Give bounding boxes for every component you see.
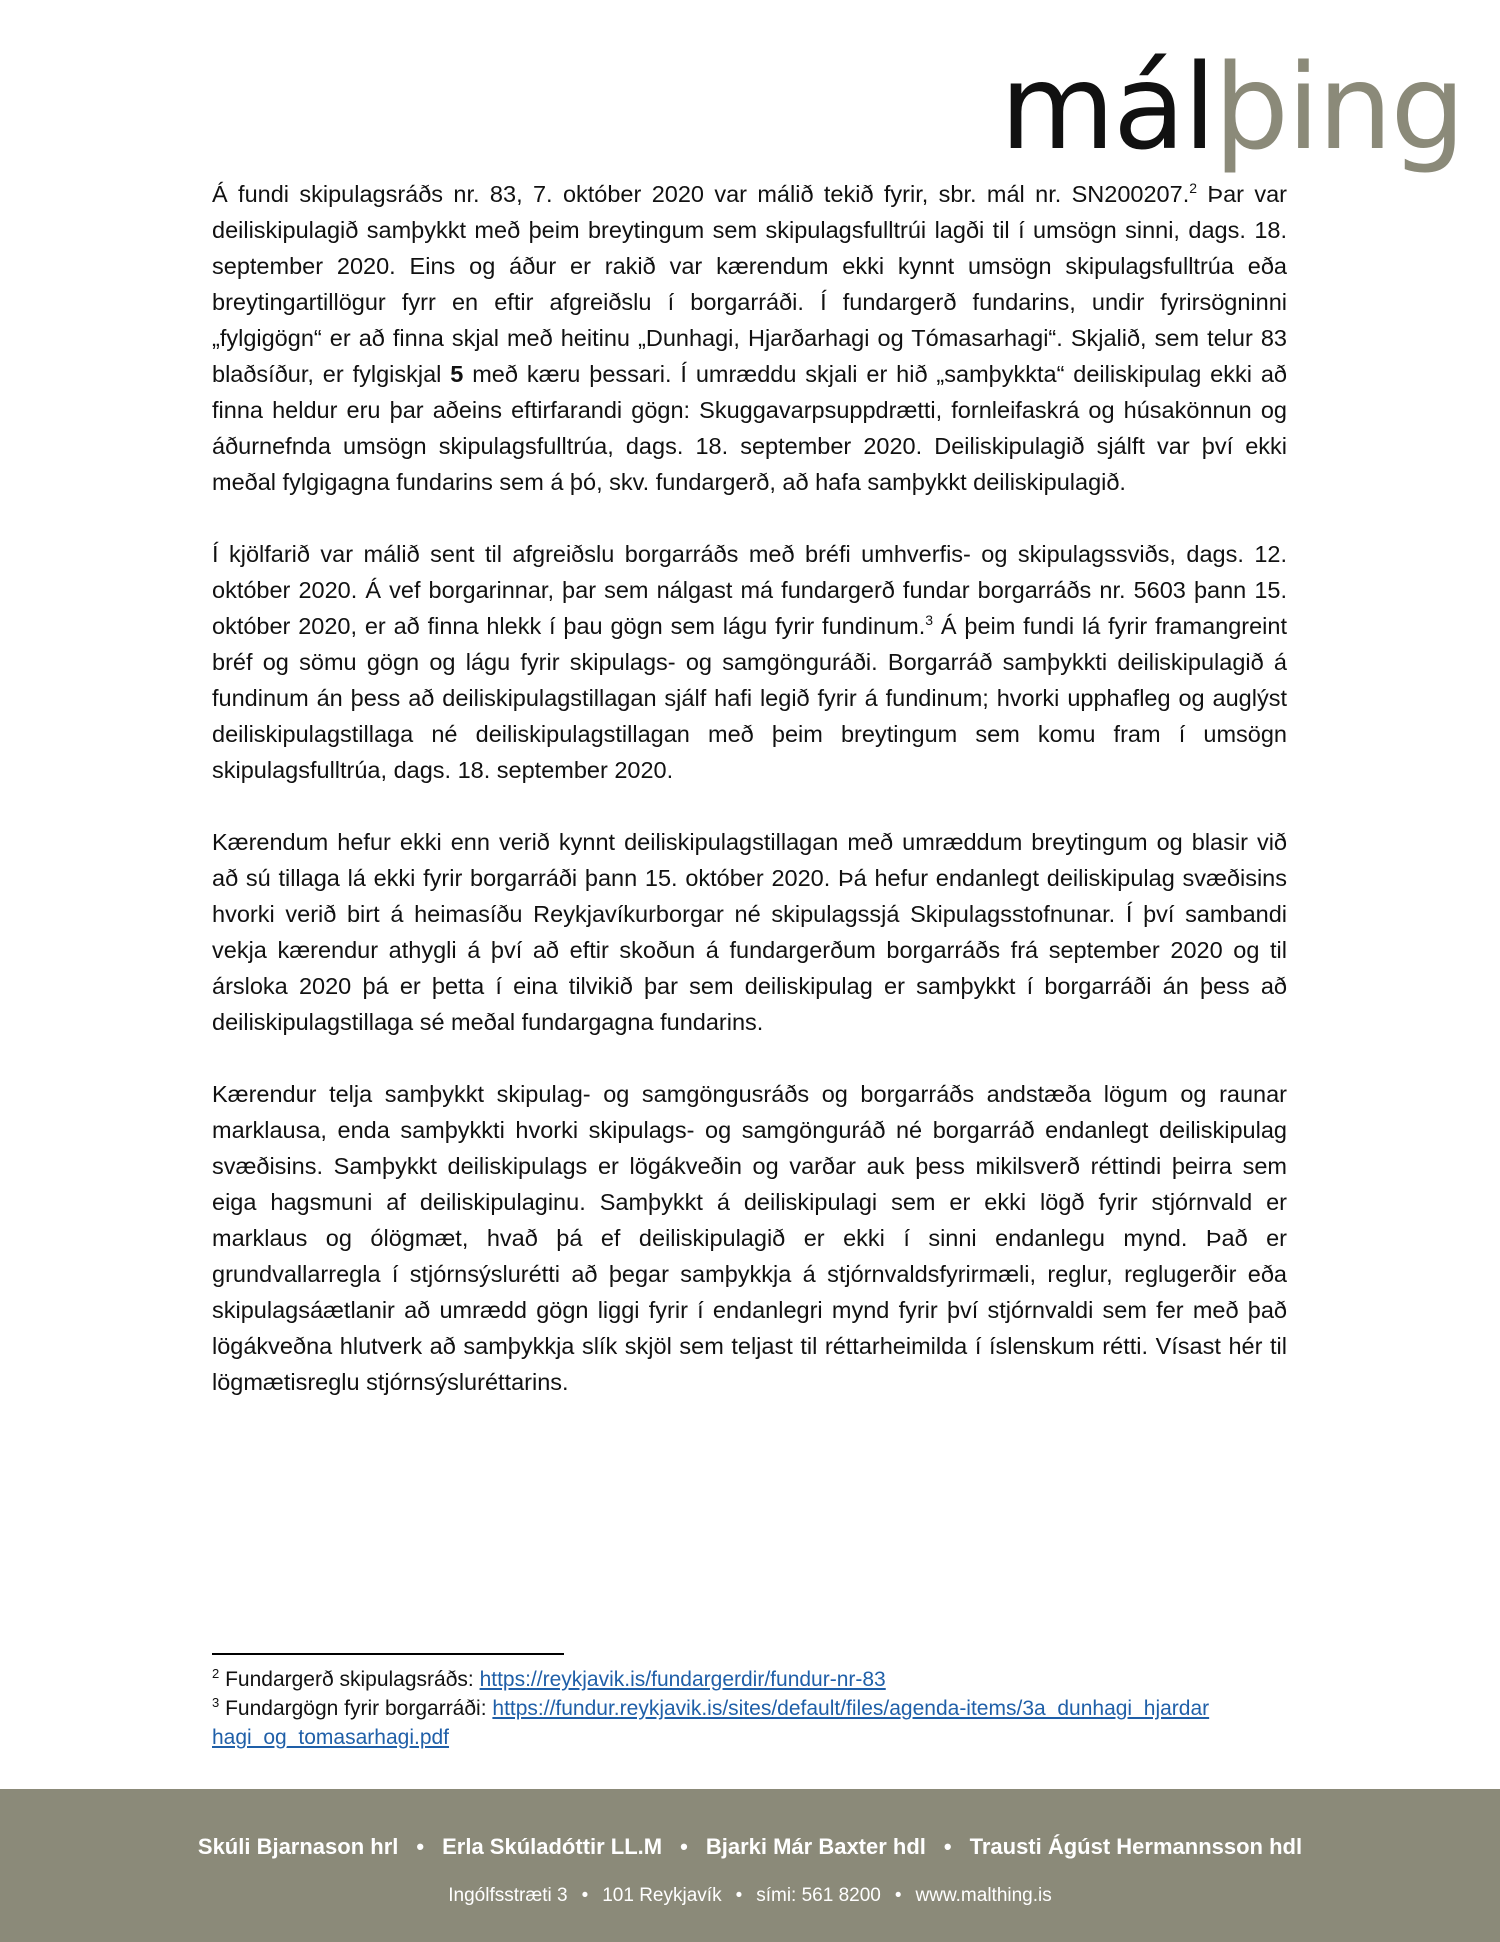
footnote-separator [212,1653,564,1655]
partner-name: Skúli Bjarnason hrl [197,1834,399,1859]
paragraph-text: Þar var deiliskipulagið samþykkt með þeim breytingum sem skipulagsfulltrúi lagði til í umsögn sinni, dags. 18. september 2020. Eins og áður er rakið var kærendum ekki kynnt umsögn skipulagsfulltrúa eða breytingartillögur fyrr en eftir afgreiðslu í borgarráði. Í fundargerð fundarins, undir fyrirsögninni „fylgigögn“ er að finna skjal með heitinu „Dunhagi, Hjarðarhagi og Tómasarhagi“. Skjalið, sem telur 83 blaðsíður, er fylgiskjal [212,181,1287,387]
footnote-reference[interactable]: 3 [925,612,934,629]
postal-city: 101 Reykjavík [602,1885,722,1906]
malthing-logo [1000,38,1464,188]
paragraph [212,1076,1287,1400]
paragraph-text: Á þeim fundi lá fyrir framangreint bréf og sömu gögn og lágu fyrir skipulags- og samgönguráði. Borgarráð samþykkti deiliskipulagið á fundinum án þess að deiliskipulagstillagan sjálf hafi legið fyrir á fundinum; hvorki upphafleg og auglýst deiliskipulagstillaga né deiliskipulagstillagan með þeim breytingum sem komu fram í umsögn skipulagsfulltrúa, dags. 18. september 2020. [212,613,1288,783]
footnote [212,1665,1212,1694]
bullet-separator: • [894,1885,902,1906]
contact-line [0,1885,1500,1907]
document-body [212,176,1287,1436]
partner-name: Trausti Ágúst Hermannsson hdl [969,1834,1303,1859]
logo-dark-part: mál [1000,38,1215,176]
partner-name: Bjarki Már Baxter hdl [705,1834,926,1859]
partner-names [0,1834,1500,1860]
street-address: Ingólfsstræti 3 [448,1885,568,1906]
bullet-separator: • [943,1834,952,1859]
bold-text: 5 [450,361,464,387]
bullet-separator: • [581,1885,589,1906]
bullet-separator: • [680,1834,688,1859]
paragraph-text: Kærendur telja samþykkt skipulag- og samgöngusráðs og borgarráðs andstæða lögum og raunar marklausa, enda samþykkti hvorki skipulags- og samgönguráð né borgarráð endanlegt deiliskipulag svæðisins. Samþykkt deiliskipulags er lögákveðin og varðar auk þess mikilsverð réttindi þeirra sem eiga hagsmuni af deiliskipulaginu. Samþykkt á deiliskipulagi sem er ekki lögð fyrir stjórnvald er marklaus og ólögmæt, hvað þá ef deiliskipulagið er ekki í sinni endanlegu mynd. Það er grundvallarregla í stjórnsýslurétti að þegar samþykkja á stjórnvaldsfyrirmæli, reglur, reglugerðir eða skipulagsáætlanir að umrædd gögn liggi fyrir í endanlegri mynd fyrir því stjórnvaldi sem fer með það lögákveðna hlutverk að samþykkja slík skjöl sem teljast til réttarheimilda í íslenskum rétti. Vísast hér til lögmætisreglu stjórnsýsluréttarins. [212,1081,1287,1395]
footnote-number: 3 [212,1695,220,1710]
partner-name: Erla Skúladóttir LL.M [442,1834,663,1859]
phone-number: sími: 561 8200 [756,1885,881,1906]
letterhead-footer [0,1789,1500,1942]
paragraph-text: Kærendum hefur ekki enn verið kynnt deiliskipulagstillagan með umræddum breytingum og blasir við að sú tillaga lá ekki fyrir borgarráði þann 15. október 2020. Þá hefur endanlegt deiliskipulag svæðisins hvorki verið birt á heimasíðu Reykjavíkurborgar né skipulagssjá Skipulagsstofnunar. Í því sambandi vekja kærendur athygli á því að eftir skoðun á fundargerðum borgarráðs frá september 2020 og til ársloka 2020 þá er þetta í eina tilvikið þar sem deiliskipulag er samþykkt í borgarráði án þess að deiliskipulagstillaga sé meðal fundargagna fundarins. [212,829,1287,1035]
website: www.malthing.is [915,1885,1052,1906]
paragraph [212,824,1287,1040]
footnote-label: Fundargerð skipulagsráðs: [225,1668,480,1691]
paragraph [212,176,1287,500]
bullet-separator: • [735,1885,743,1906]
footnote-number: 2 [212,1666,220,1681]
footnote-link[interactable]: https://fundur.reykjavik.is/sites/default/files/agenda-items/3a_dunhagi_hjardarhagi_og_tomasarhagi.pdf [212,1697,1210,1749]
footnote-link[interactable]: https://reykjavik.is/fundargerdir/fundur-nr-83 [479,1668,886,1691]
logo-light-part: þing [1214,38,1464,176]
bullet-separator: • [416,1834,425,1859]
footnote-reference[interactable]: 2 [1189,180,1198,197]
paragraph-text: Í kjölfarið var málið sent til afgreiðslu borgarráðs með bréfi umhverfis- og skipulagssviðs, dags. 12. október 2020. Á vef borgarinnar, þar sem nálgast má fundargerð fundar borgarráðs nr. 5603 þann 15. október 2020, er að finna hlekk í þau gögn sem lágu fyrir fundinum. [212,541,1287,639]
footnotes [212,1665,1212,1752]
footnote-label: Fundargögn fyrir borgarráði: [225,1697,493,1720]
paragraph-text: með kæru þessari. Í umræddu skjali er hið „samþykkta“ deiliskipulag ekki að finna heldur eru þar aðeins eftirfarandi gögn: Skuggavarpsuppdrætti, fornleifaskrá og húsakönnun og áðurnefnda umsögn skipulagsfulltrúa, dags. 18. september 2020. Deiliskipulagið sjálft var því ekki meðal fylgigagna fundarins sem á þó, skv. fundargerð, að hafa samþykkt deiliskipulagið. [212,361,1287,495]
footnote [212,1694,1212,1752]
paragraph [212,536,1287,788]
paragraph-text: Á fundi skipulagsráðs nr. 83, 7. október 2020 var málið tekið fyrir, sbr. mál nr. SN200207. [212,181,1190,207]
